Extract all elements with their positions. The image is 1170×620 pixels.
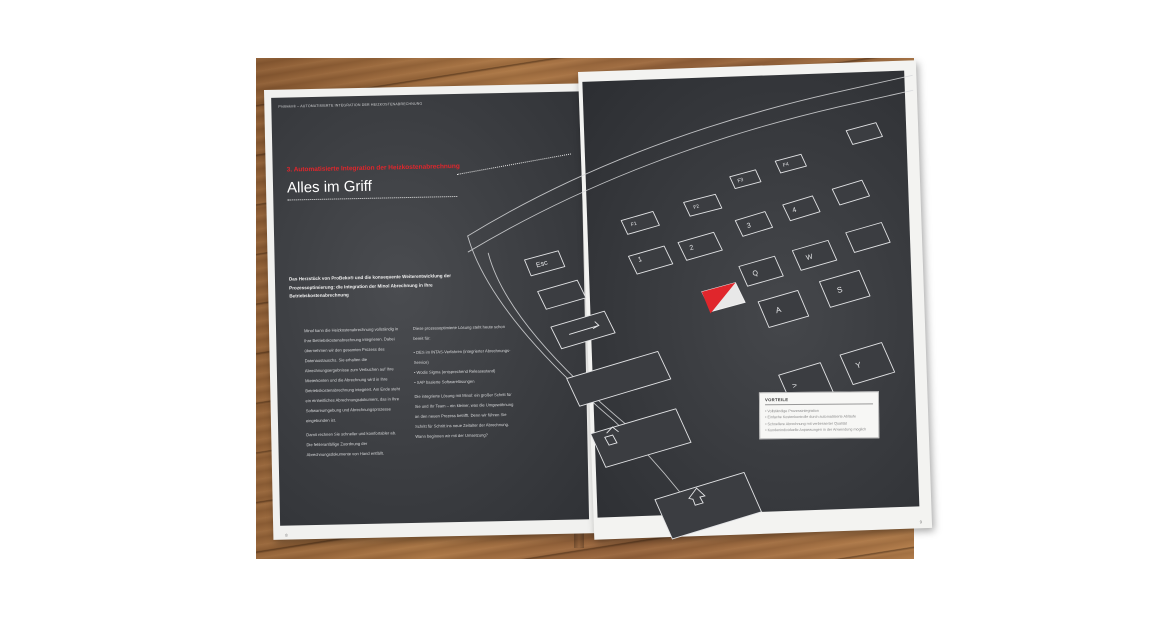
key-w: [792, 240, 837, 271]
key-f3: [730, 170, 762, 189]
key-f5: [846, 122, 883, 144]
key-4: [782, 196, 820, 221]
key-s: [819, 270, 870, 308]
kicker-dotted-rule: [457, 153, 571, 175]
body-paragraph: Die integrierte Lösung mit Minol: ein großer Schritt für Sie und Ihr Team – ein kleiner, was die Umgewöhnung an den neuen Prozess betrifft. Denn wir führen Sie Schritt für Schritt ins neue Zeitalter der Abrechnung. Wann beginnen wir mit der Umsetzung?: [414, 391, 514, 440]
list-item: • Wodis Sigma (entsprechend Releasestand): [413, 368, 496, 375]
body-paragraph: Minol kann die Heizkostenabrechnung vollständig in Ihre Betriebskostenabrechnung integrieren. Dabei übernehmen wir den gesamten Prozess des Datenaustauschs. Sie erhalten die Abrechnungsergebnisse zum Verbuchen auf Ihre Mieterkonten und die Abrechnung wird in Ihre Betriebskostenabrechnung integriert. Am Ende steht ein einheitliches Abrechnungsdokument, das in Ihre Softwareumgebung und Abrechnungsprozesse eingebunden ist.: [303, 326, 401, 424]
svg-text:Y: Y: [854, 360, 863, 371]
svg-text:F2: F2: [692, 203, 701, 211]
svg-text:>: >: [791, 380, 799, 391]
right-page: [535, 60, 932, 540]
svg-text:2: 2: [688, 244, 695, 253]
key-e: [845, 222, 890, 253]
svg-text:F4: F4: [782, 161, 790, 169]
advantage-item: • Kundenindividuelle Anpassungen in der Anwendung möglich: [765, 427, 867, 433]
svg-text:A: A: [774, 305, 783, 316]
key-a: [758, 290, 809, 328]
svg-text:3: 3: [746, 222, 752, 231]
advantage-item: • Einfache Kostenkontrolle durch automatisierte Abläufe: [765, 414, 857, 420]
key-f2: [683, 194, 722, 216]
key-y: [840, 342, 895, 385]
keyboard-sketch: [535, 71, 919, 518]
magazine-photo: [256, 58, 922, 559]
body-paragraph: Diese prozessoptimierte Lösung steht heute schon bereit für:: [412, 324, 505, 341]
body-paragraph: Damit rechnen Sie schneller und komfortabler ab. Die fehleranfällige Zuordnung der Abrechnungsdokumente von Hand entfällt.: [306, 430, 397, 458]
svg-text:S: S: [835, 284, 844, 295]
svg-text:W: W: [805, 253, 814, 263]
left-page-number: 8: [285, 532, 288, 538]
lead-paragraph: Das Herzstück von ProBeko® und die konsequente Weiterentwicklung der Prozessoptimierung: die Integration der Minol Abrechnung in Ihre Betriebskostenabrechnung: [288, 273, 452, 299]
svg-text:4: 4: [791, 206, 798, 215]
left-page: [264, 83, 603, 540]
key-2: [678, 232, 723, 261]
left-page-dark-area: [271, 91, 589, 525]
svg-text:F1: F1: [630, 220, 638, 229]
highlighted-red-key: [701, 282, 745, 313]
headline-dotted-rule: [287, 196, 457, 201]
svg-text:F3: F3: [736, 177, 745, 185]
key-1: [628, 246, 673, 275]
advantage-item: • Vollständige Prozessintegration: [765, 408, 819, 414]
right-page-number: 9: [919, 519, 922, 525]
key-up-arrow: [654, 472, 762, 540]
body-column-2: [413, 322, 516, 446]
section-kicker: 3. Automatisierte Integration der Heizkostenabrechnung: [286, 162, 460, 174]
key-3: [735, 211, 773, 236]
running-header: ProBeko® – AUTOMATISIERTE INTEGRATION DER HEIZKOSTENABRECHNUNG: [278, 101, 423, 109]
svg-text:1: 1: [637, 256, 643, 264]
key-f4: [775, 154, 807, 173]
svg-text:Q: Q: [751, 269, 760, 278]
right-page-dark-area: [535, 71, 919, 518]
page-headline: Alles im Griff: [286, 177, 372, 197]
key-5: [832, 180, 870, 205]
key-f1: [621, 211, 660, 234]
svg-text:Esc: Esc: [535, 259, 549, 270]
advantage-item: • Schnellere Abrechnung mit verbesserter Qualität: [765, 421, 847, 427]
advantages-title: VORTEILE: [765, 396, 873, 405]
advantages-box: [759, 391, 879, 439]
body-column-1: [304, 324, 403, 464]
key-q: [739, 256, 784, 287]
solution-list: [413, 346, 514, 388]
list-item: • SAP basierte Softwarelösungen: [414, 378, 475, 385]
list-item: • DES im INTAS-Verfahren (integrierter Abrechnungs-Service): [413, 347, 511, 365]
